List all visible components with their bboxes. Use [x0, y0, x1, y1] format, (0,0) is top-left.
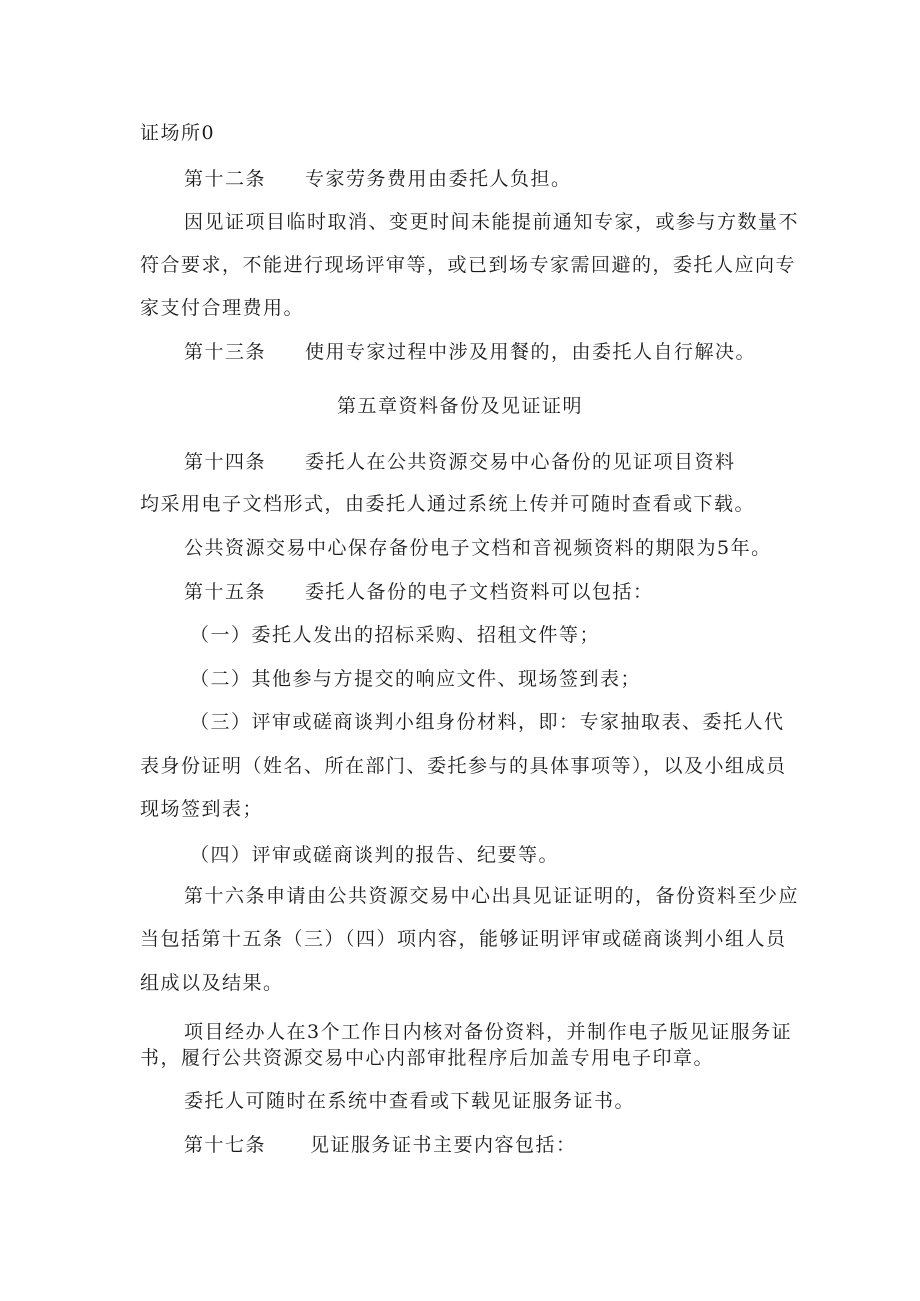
- article-17-text: 见证服务证书主要内容包括：: [310, 1134, 577, 1156]
- paragraph-line: 证场所0: [140, 122, 216, 144]
- article-13-label: 第十三条: [184, 341, 267, 363]
- article-13-text: 使用专家过程中涉及用餐的，由委托人自行解决。: [305, 341, 757, 363]
- paragraph-line: 家支付合理费用。: [140, 297, 305, 319]
- paragraph-line: 现场签到表；: [140, 798, 264, 820]
- list-item: （二）其他参与方提交的响应文件、现场签到表；: [190, 668, 642, 690]
- paragraph-line: 第十六条申请由公共资源交易中心出具见证证明的，备份资料至少应: [184, 885, 800, 907]
- paragraph-line: 表身份证明（姓名、所在部门、委托参与的具体事项等），以及小组成员: [140, 755, 787, 777]
- paragraph-line: 均采用电子文档形式，由委托人通过系统上传并可随时查看或下载。: [140, 493, 756, 515]
- paragraph-line: 因见证项目临时取消、变更时间未能提前通知专家，或参与方数量不: [184, 211, 800, 233]
- article-17-label: 第十七条: [184, 1134, 267, 1156]
- article-14-text: 委托人在公共资源交易中心备份的见证项目资料: [305, 451, 736, 473]
- article-15-label: 第十五条: [184, 581, 267, 603]
- list-item: （四）评审或磋商谈判的报告、纪要等。: [190, 844, 560, 866]
- article-15-text: 委托人备份的电子文档资料可以包括：: [305, 581, 654, 603]
- article-12-label: 第十二条: [184, 168, 267, 190]
- paragraph-line: 公共资源交易中心保存备份电子文档和音视频资料的期限为5年。: [184, 537, 772, 559]
- paragraph-line: 项目经办人在3个工作日内核对备份资料，并制作电子版见证服务证: [184, 1021, 793, 1043]
- article-14-label: 第十四条: [184, 451, 267, 473]
- paragraph-line: 委托人可随时在系统中查看或下载见证服务证书。: [184, 1090, 636, 1112]
- list-item: （三）评审或磋商谈判小组身份材料，即：专家抽取表、委托人代: [190, 711, 785, 733]
- paragraph-line: 当包括第十五条（三）（四）项内容，能够证明评审或磋商谈判小组人员: [140, 928, 787, 950]
- list-item: （一）委托人发出的招标采购、招租文件等；: [190, 624, 601, 646]
- article-12-text: 专家劳务费用由委托人负担。: [305, 168, 572, 190]
- paragraph-line: 组成以及结果。: [140, 972, 284, 994]
- paragraph-line: 符合要求，不能进行现场评审等，或已到场专家需回避的，委托人应向专: [140, 254, 797, 276]
- chapter-5-title: 第五章资料备份及见证证明: [336, 395, 583, 417]
- paragraph-line: 书，履行公共资源交易中心内部审批程序后加盖专用电子印章。: [140, 1047, 715, 1069]
